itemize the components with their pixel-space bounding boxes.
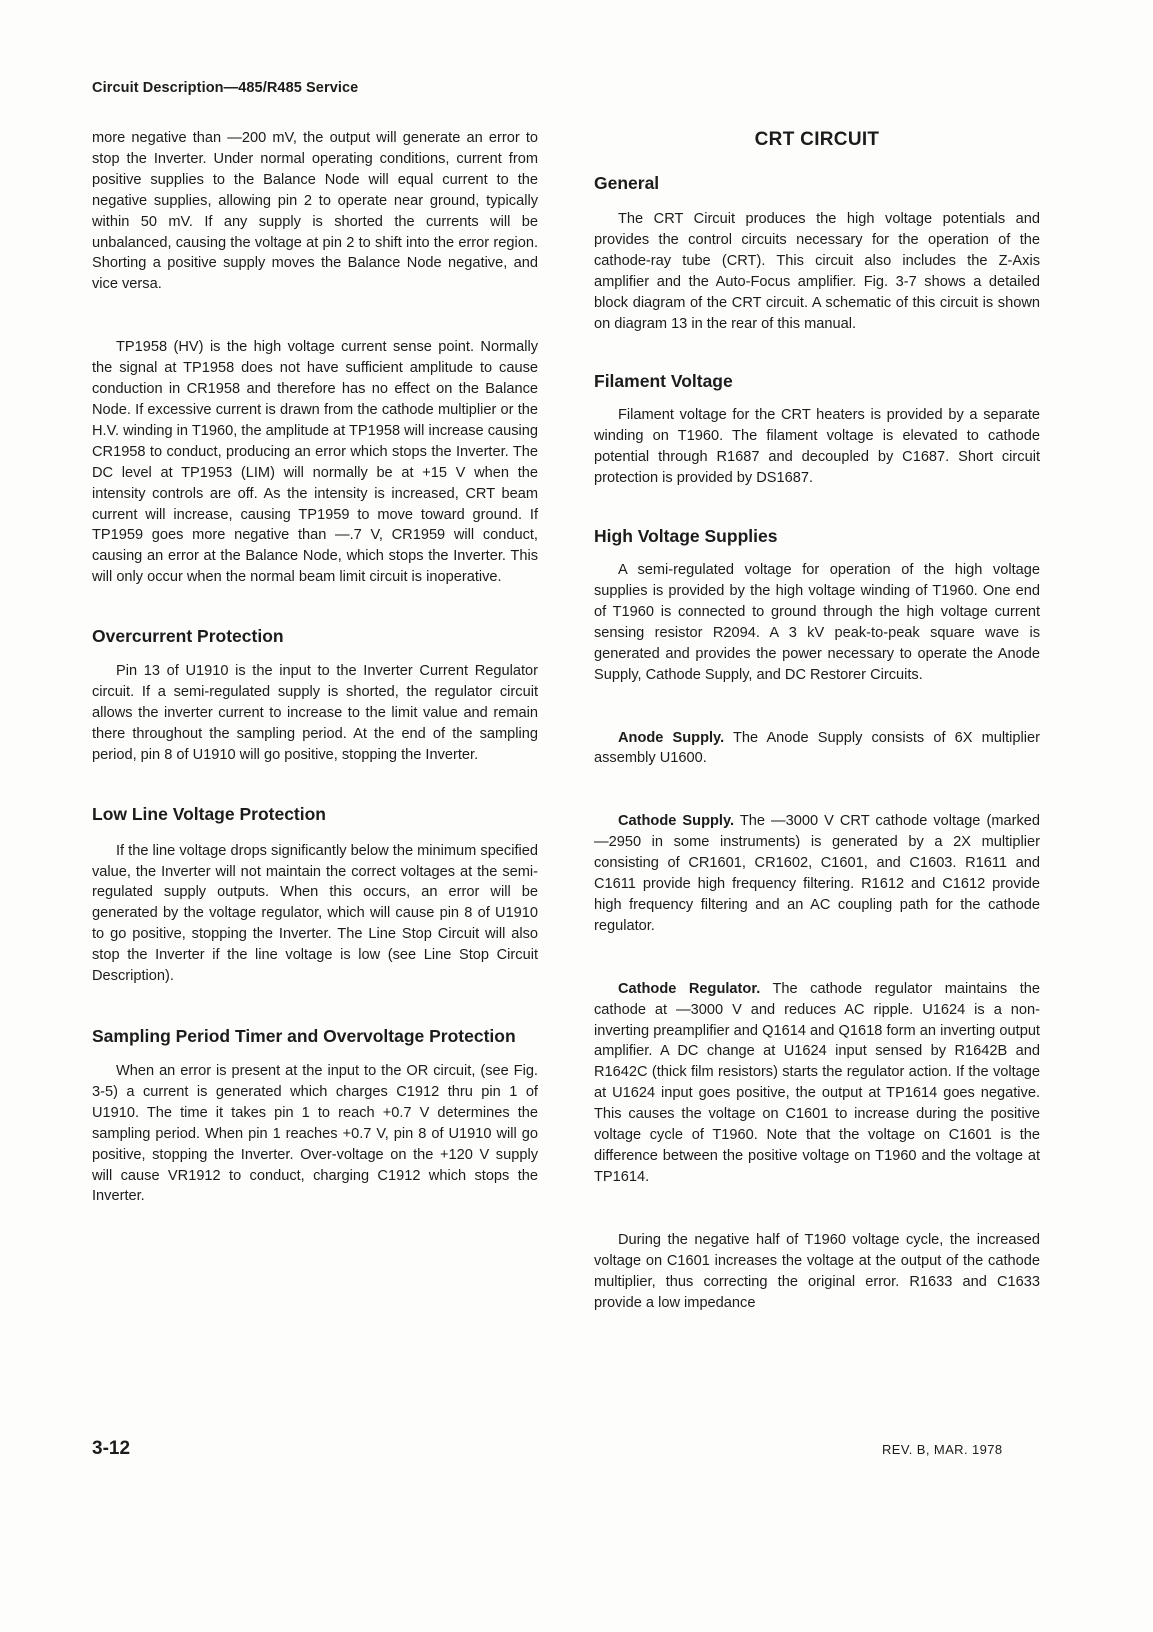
paragraph: A semi-regulated voltage for operation of the high voltage supplies is provided by the high voltage winding of T1960. One end of T1960 is connected to ground through the high voltage current sensing resistor R2094. A 3 kV peak-to-peak square wave is generated and provides the power necessary to operate the Anode Supply, Cathode Supply, and DC Restorer Circuits.: [594, 562, 1040, 683]
runin-cathode: Cathode Supply.: [618, 813, 735, 830]
section-heading-high-voltage: High Voltage Supplies: [594, 526, 778, 547]
paragraph: TP1958 (HV) is the high voltage current sense point. Normally the signal at TP1958 does not have sufficient amplitude to cause conduction in CR1958 and therefore has no effect on the Balance Node. If excessive current is drawn from the cathode multiplier or the H.V. winding in T1960, the amplitude at TP1958 will increase causing CR1958 to conduct, producing an error which stops the Inverter. The DC level at TP1953 (LIM) will normally be at +15 V when the intensity controls are off. As the intensity is increased, CRT beam current will increase, causing TP1959 to move toward ground. If TP1959 goes more negative than —.7 V, CR1959 will conduct, causing an error at the Balance Node, which stops the Inverter. This will only occur when the normal beam limit circuit is inoperative.: [92, 339, 538, 586]
chapter-heading-crt: CRT CIRCUIT: [754, 129, 880, 150]
paragraph: During the negative half of T1960 voltage cycle, the increased voltage on C1601 increases the voltage at the output of the cathode multiplier, thus correcting the original error. R1633 and C1633 provide a low impedance: [594, 1231, 1040, 1311]
left-column: [92, 128, 538, 1207]
section-heading-overcurrent: Overcurrent Protection: [92, 626, 284, 647]
runin-regulator: Cathode Regulator.: [618, 980, 761, 997]
running-header: Circuit Description—485/R485 Service: [92, 80, 359, 96]
paragraph-cathode: [594, 811, 1040, 936]
runin-anode: Anode Supply.: [618, 729, 725, 746]
paragraph: If the line voltage drops significantly below the minimum specified value, the Inverter will not maintain the correct voltages at the semi-regulated supply outputs. When this occurs, an error will be generated by the voltage regulator, which will cause pin 8 of U1910 to go positive, stopping the Inverter. The Line Stop Circuit will also stop the Inverter if the line voltage is low (see Line Stop Circuit Description).: [92, 842, 538, 985]
revision-note: REV. B, MAR. 1978: [882, 1442, 1003, 1457]
paragraph: Filament voltage for the CRT heaters is provided by a separate winding on T1960. The filament voltage is elevated to cathode potential through R1687 and decoupled by C1687. Short circuit protection is provided by DS1687.: [594, 407, 1040, 487]
paragraph-regulator: [594, 979, 1040, 1188]
right-column: [594, 128, 1040, 1313]
section-heading-filament: Filament Voltage: [594, 371, 733, 392]
page-number: 3-12: [92, 1438, 131, 1459]
paragraph: The CRT Circuit produces the high voltage potentials and provides the control circuits necessary for the operation of the cathode-ray tube (CRT). This circuit also includes the Z-Axis amplifier and the Auto-Focus amplifier. Fig. 3-7 shows a detailed block diagram of the CRT circuit. A schematic of this circuit is shown on diagram 13 in the rear of this manual.: [594, 211, 1040, 332]
paragraph: Pin 13 of U1910 is the input to the Inverter Current Regulator circuit. If a semi-regulated supply is shorted, the regulator circuit allows the inverter current to increase to the limit value and remain there throughout the sampling period. At the end of the sampling period, pin 8 of U1910 will go positive, stopping the Inverter.: [92, 663, 538, 763]
paragraph: more negative than —200 mV, the output will generate an error to stop the Inverter. Under normal operating conditions, current from positive supplies to the Balance Node will equal current to the negative supplies, allowing pin 2 to operate near ground, typically within 50 mV. If any supply is shorted the currents will be unbalanced, causing the voltage at pin 2 to shift into the error region. Shorting a positive supply moves the Balance Node negative, and vice versa.: [92, 130, 538, 293]
section-heading-low-line: Low Line Voltage Protection: [92, 803, 326, 824]
anode-text: The Anode Supply consists of 6X multiplier assembly U1600.: [594, 729, 1040, 767]
cathode-text: The —3000 V CRT cathode voltage (marked —2950 in some instruments) is generated by a 2X multiplier consisting of CR1601, CR1602, C1601, and C1603. R1611 and C1611 provide high frequency filtering. R1612 and C1612 provide high frequency filtering and an AC coupling path for the cathode regulator.: [594, 813, 1040, 934]
section-heading-sampling: Sampling Period Timer and Overvoltage Protection: [92, 1026, 516, 1046]
regulator-text: The cathode regulator maintains the cathode at —3000 V and reduces AC ripple. U1624 is a non-inverting preamplifier and Q1614 and Q1618 form an inverting output amplifier. A DC change at U1624 input sensed by R1642B and R1642C (thick film resistors) starts the regulator action. If the voltage at U1624 input goes positive, the output at TP1614 goes negative. This causes the voltage on C1601 to increase during the positive voltage cycle of T1960. Note that the voltage on C1601 is the difference between the positive voltage on T1960 and the voltage at TP1614.: [594, 980, 1040, 1185]
paragraph: When an error is present at the input to the OR circuit, (see Fig. 3-5) a current is generated which charges C1912 thru pin 1 of U1910. The time it takes pin 1 to reach +0.7 V determines the sampling period. When pin 1 reaches +0.7 V, pin 8 of U1910 will go positive, stopping the Inverter. Over-voltage on the +120 V supply will cause VR1912 to conduct, charging C1912 which stops the Inverter.: [92, 1063, 538, 1205]
paragraph-anode: [594, 728, 1040, 770]
section-heading-general: General: [594, 173, 660, 193]
